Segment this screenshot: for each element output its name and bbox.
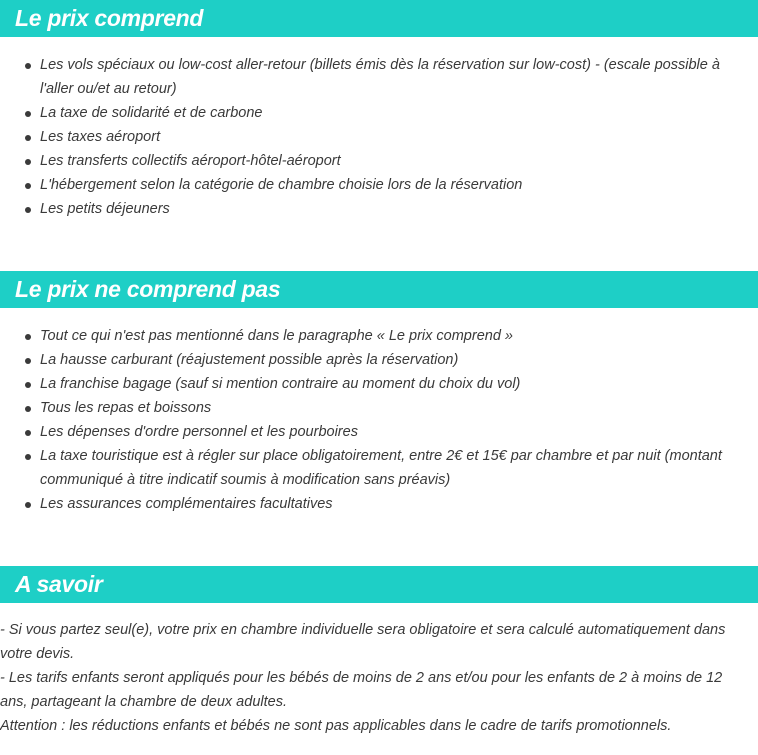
list-item-text: Tous les repas et boissons	[40, 400, 212, 416]
bullet-icon	[25, 135, 31, 141]
list-item	[0, 173, 758, 197]
excluded-section-header	[0, 271, 758, 308]
bullet-icon	[25, 183, 31, 189]
list-item-text: Les transferts collectifs aéroport-hôtel-aéroport	[40, 153, 341, 169]
bullet-icon	[25, 430, 31, 436]
included-section-header	[0, 0, 758, 37]
bullet-icon	[25, 382, 31, 388]
list-item	[0, 348, 758, 372]
list-item	[0, 125, 758, 149]
list-item	[0, 101, 758, 125]
bullet-icon	[25, 111, 31, 117]
list-item-text: L'hébergement selon la catégorie de chambre choisie lors de la réservation	[40, 177, 523, 193]
excluded-section-title: Le prix ne comprend pas	[15, 276, 281, 302]
list-item	[0, 197, 758, 221]
list-item-text: Les dépenses d'ordre personnel et les pourboires	[40, 424, 358, 440]
good-to-know-section-header	[0, 566, 758, 603]
list-item-text: Les assurances complémentaires facultatives	[40, 496, 333, 512]
list-item-text: La hausse carburant (réajustement possible après la réservation)	[40, 352, 459, 368]
list-item	[0, 324, 758, 348]
bullet-icon	[25, 454, 31, 460]
list-item	[0, 492, 758, 516]
bullet-icon	[25, 358, 31, 364]
list-item	[0, 372, 758, 396]
good-to-know-section-title: A savoir	[15, 571, 103, 597]
bullet-icon	[25, 334, 31, 340]
list-item	[0, 420, 758, 444]
bullet-icon	[25, 502, 31, 508]
list-item-text: La taxe de solidarité et de carbone	[40, 105, 263, 121]
included-list	[0, 53, 758, 221]
bullet-icon	[25, 207, 31, 213]
good-to-know-text	[0, 618, 758, 738]
list-item	[0, 396, 758, 420]
list-item-text: Les vols spéciaux ou low-cost aller-retour (billets émis dès la réservation sur low-cost) - (escale possible à l'aller ou/et au retour)	[40, 57, 720, 97]
bullet-icon	[25, 63, 31, 69]
bullet-icon	[25, 159, 31, 165]
bullet-icon	[25, 406, 31, 412]
good-to-know-paragraph: - Si vous partez seul(e), votre prix en chambre individuelle sera obligatoire et sera calculé automatiquement dans votre devis.	[0, 622, 726, 662]
list-item-text: La franchise bagage (sauf si mention contraire au moment du choix du vol)	[40, 376, 521, 392]
good-to-know-paragraph: Attention : les réductions enfants et bébés ne sont pas applicables dans le cadre de tarifs promotionnels.	[0, 718, 672, 734]
list-item	[0, 149, 758, 173]
list-item-text: La taxe touristique est à régler sur place obligatoirement, entre 2€ et 15€ par chambre et par nuit (montant communiqué à titre indicatif soumis à modification sans préavis)	[40, 448, 722, 488]
excluded-list	[0, 324, 758, 516]
good-to-know-paragraph: - Les tarifs enfants seront appliqués pour les bébés de moins de 2 ans et/ou pour les enfants de 2 à moins de 12 ans, partageant la chambre de deux adultes.	[0, 670, 723, 710]
list-item-text: Tout ce qui n'est pas mentionné dans le paragraphe « Le prix comprend »	[40, 328, 513, 344]
list-item	[0, 444, 758, 492]
list-item	[0, 53, 758, 101]
list-item-text: Les petits déjeuners	[40, 201, 170, 217]
included-section-title: Le prix comprend	[15, 5, 204, 31]
list-item-text: Les taxes aéroport	[40, 129, 161, 145]
